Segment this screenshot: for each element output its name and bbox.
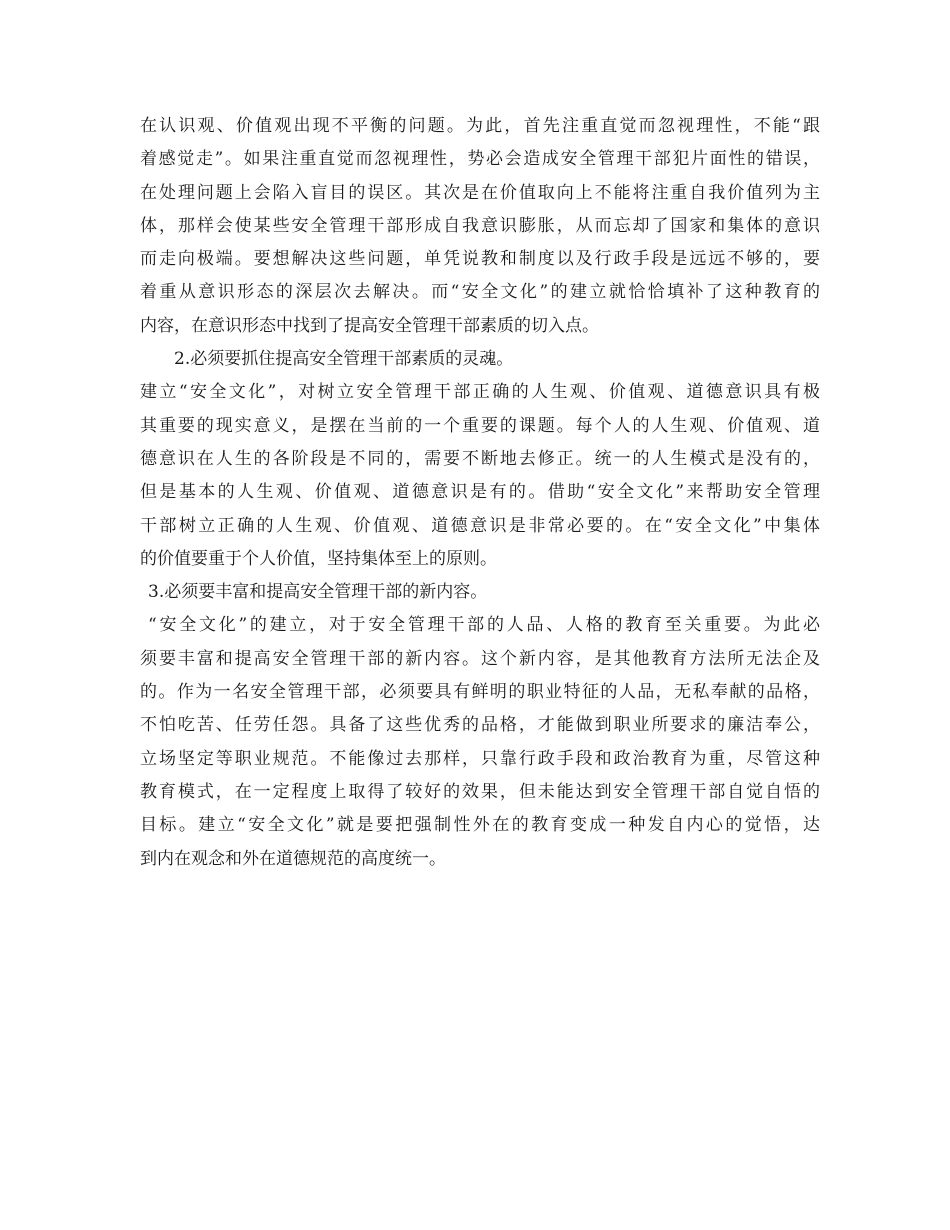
text-line: 不怕吃苦、任劳任怨。具备了这些优秀的品格，才能做到职业所要求的廉洁奉公，: [140, 715, 820, 736]
text-line: 德意识在人生的各阶段是不同的，需要不断地去修正。统一的人生模式是没有的，: [140, 448, 820, 469]
text-line: 的价值要重于个人价值，坚持集体至上的原则。: [140, 548, 497, 569]
text-line: “安全文化”的建立，对于安全管理干部的人品、人格的教育至关重要。为此必: [148, 615, 820, 636]
text-line: 着重从意识形态的深层次去解决。而“安全文化”的建立就恰恰填补了这种教育的: [140, 282, 820, 303]
text-line: 建立“安全文化”，对树立安全管理干部正确的人生观、价值观、道德意识具有极: [140, 382, 820, 403]
text-line: 但是基本的人生观、价值观、道德意识是有的。借助“安全文化”来帮助安全管理: [140, 482, 820, 503]
section-heading: 3.必须要丰富和提高安全管理干部的新内容。: [148, 582, 488, 603]
text-line: 立场坚定等职业规范。不能像过去那样，只靠行政手段和政治教育为重，尽管这种: [140, 748, 820, 769]
text-line: 到内在观念和外在道德规范的高度统一。: [140, 848, 446, 869]
text-line: 而走向极端。要想解决这些问题，单凭说教和制度以及行政手段是远远不够的，要: [140, 249, 820, 270]
text-line: 须要丰富和提高安全管理干部的新内容。这个新内容，是其他教育方法所无法企及: [140, 648, 820, 669]
text-line: 目标。建立“安全文化”就是要把强制性外在的教育变成一种发自内心的觉悟，达: [140, 815, 820, 836]
text-line: 的。作为一名安全管理干部，必须要具有鲜明的职业特征的人品，无私奉献的品格，: [140, 682, 820, 703]
text-line: 其重要的现实意义，是摆在当前的一个重要的课题。每个人的人生观、价值观、道: [140, 415, 820, 436]
text-line: 在处理问题上会陷入盲目的误区。其次是在价值取向上不能将注重自我价值列为主: [140, 182, 820, 203]
section-heading: 2.必须要抓住提高安全管理干部素质的灵魂。: [174, 349, 514, 370]
text-line: 在认识观、价值观出现不平衡的问题。为此，首先注重直觉而忽视理性，不能“跟: [140, 116, 820, 136]
text-line: 干部树立正确的人生观、价值观、道德意识是非常必要的。在“安全文化”中集体: [140, 515, 820, 536]
text-line: 教育模式，在一定程度上取得了较好的效果，但未能达到安全管理干部自觉自悟的: [140, 781, 820, 802]
text-line: 着感觉走”。如果注重直觉而忽视理性，势必会造成安全管理干部犯片面性的错误，: [140, 149, 820, 170]
text-line: 体，那样会使某些安全管理干部形成自我意识膨胀，从而忘却了国家和集体的意识: [140, 215, 820, 236]
body-text: [140, 110, 820, 876]
text-line: 内容，在意识形态中找到了提高安全管理干部素质的切入点。: [140, 315, 599, 336]
